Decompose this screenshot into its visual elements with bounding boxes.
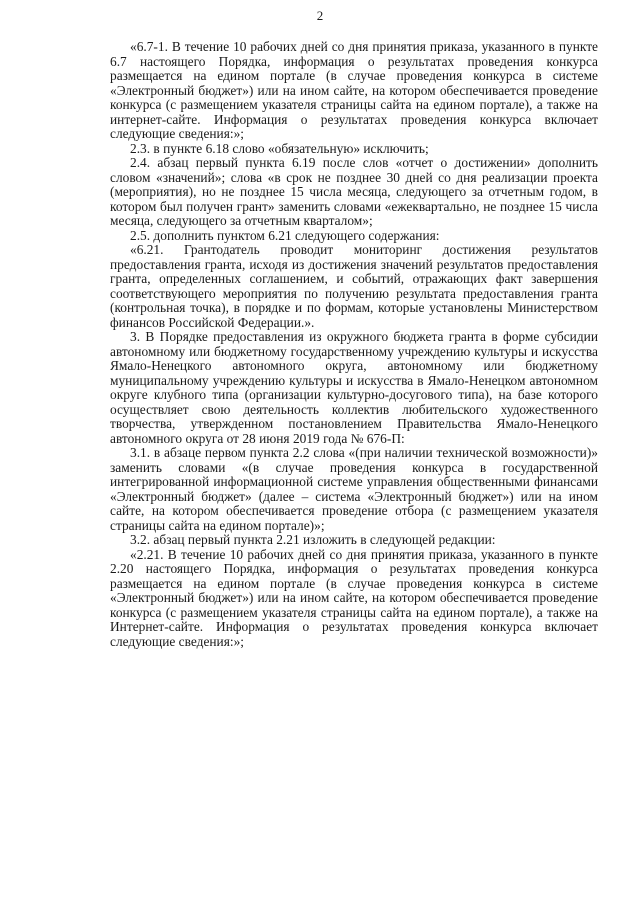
document-body xyxy=(110,40,598,649)
paragraph-6-21: «6.21. Грантодатель проводит мониторинг достижения результатов предоставления гранта, исходя из достижения значений результатов предоставления гранта, определенных соглашением, и событий, отражающих факт завершения соответствующего мероприятия по получению результата предоставления гранта (контрольная точка), в порядке и по формам, которые установлены Министерством финансов Российской Федерации.». xyxy=(110,242,598,330)
page-number: 2 xyxy=(316,8,324,23)
paragraph-2-5: 2.5. дополнить пунктом 6.21 следующего содержания: xyxy=(130,227,440,243)
paragraph-3: 3. В Порядке предоставления из окружного бюджета гранта в форме субсидии автономному или бюджетному государственному учреждению культуры и искусства Ямало-Ненецкого автономного округа, автономному или бюджетному муниципальному учреждению культуры и искусства в Ямало-Ненецком автономном округе клубного типа (организации культурно-досугового типа), на базе которого осуществляет свою деятельность коллектив любительского художественного творчества, утвержденном постановлением Правительства Ямало-Ненецкого автономного округа от 28 июня 2019 года № 676-П: xyxy=(110,329,598,446)
paragraph-2-3: 2.3. в пункте 6.18 слово «обязательную» исключить; xyxy=(130,140,429,156)
paragraph-2-21: «2.21. В течение 10 рабочих дней со дня принятия приказа, указанного в пункте 2.20 настоящего Порядка, информация о результатах проведения конкурса размещается на едином портале (в случае проведения конкурса в системе «Электронный бюджет») или на ином сайте, на котором обеспечивается проведение конкурса (с размещением указателя страницы сайта на едином портале), а также на Интернет-сайте. Информация о результатах проведения конкурса включает следующие сведения:»; xyxy=(110,546,598,649)
paragraph-3-2: 3.2. абзац первый пункта 2.21 изложить в следующей редакции: xyxy=(130,532,496,547)
paragraph-6-7-1: «6.7-1. В течение 10 рабочих дней со дня принятия приказа, указанного в пункте 6.7 настоящего Порядка, информация о результатах проведения конкурса размещается на едином портале (в случае проведения конкурса в системе «Электронный бюджет») или на ином сайте, на котором обеспечивается проведение конкурса (с размещением указателя страницы сайта на едином портале), а также на интернет-сайте. Информация о результатах проведения конкурса включает следующие сведения:»; xyxy=(110,39,598,141)
paragraph-3-1: 3.1. в абзаце первом пункта 2.2 слова «(при наличии технической возможности)» заменить словами «(в случае проведения конкурса в государственной интегрированной информационной системе управления общественными финансами «Электронный бюджет» (далее – система «Электронный бюджет») или на ином сайте, на котором обеспечивается проведение отбора (с размещением указателя страницы сайта на едином портале)»; xyxy=(110,445,598,533)
paragraph-2-4: 2.4. абзац первый пункта 6.19 после слов «отчет о достижении» дополнить словом «значений»; слова «в срок не позднее 30 дней со дня реализации проекта (мероприятия), но не позднее 15 числа месяца, следующего за отчетным годом, в котором был получен грант» заменить словами «ежеквартально, не позднее 15 числа месяца, следующего за отчетным кварталом»; xyxy=(110,155,598,228)
